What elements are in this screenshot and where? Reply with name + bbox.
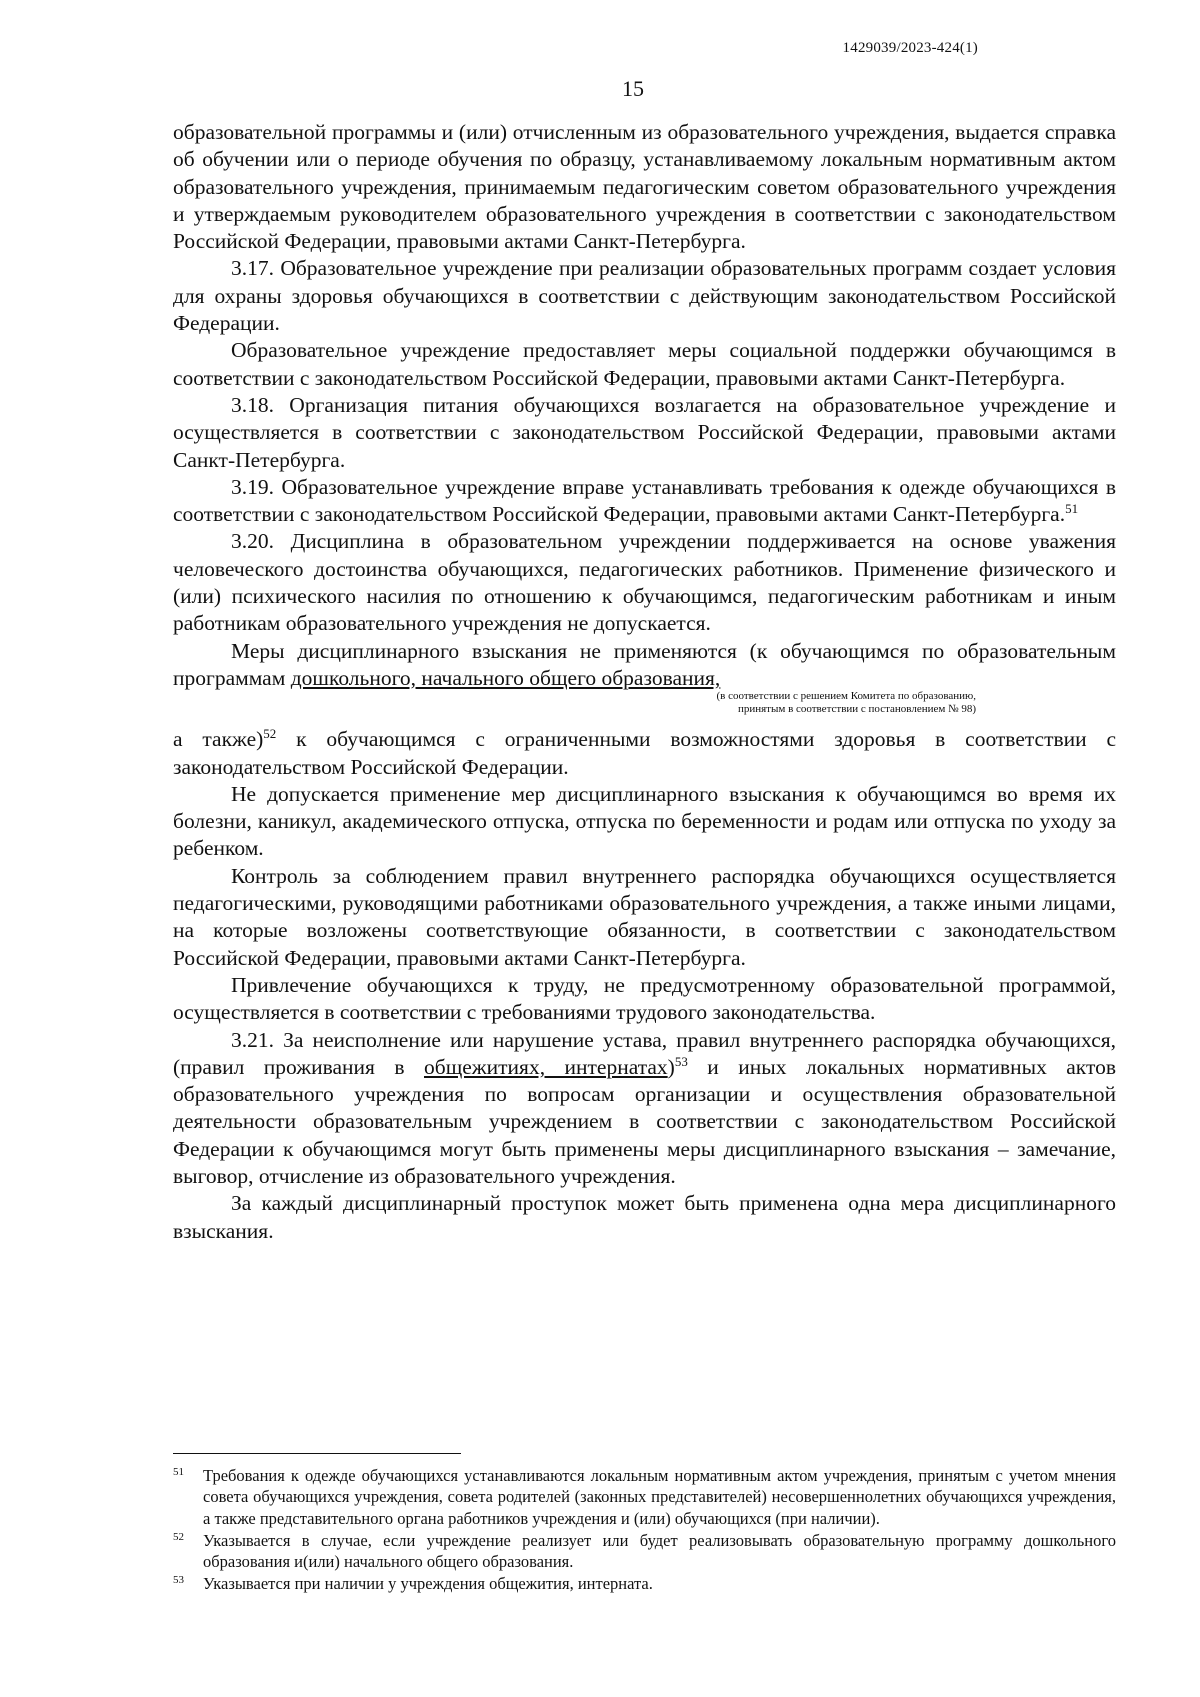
underlined-insert: общежитиях, интернатах [424, 1054, 668, 1079]
page-number: 15 [622, 76, 644, 101]
paragraph: 3.18. Организация питания обучающихся возлагается на образовательное учреждение и осуществляется в соответствии с законодательством Российской Федерации, правовыми актами Санкт-Петербурга. [173, 392, 1116, 472]
paragraph-text: 3.19. Образовательное учреждение вправе устанавливать требования к одежде обучающихся в соответствии с законодательством Российской Федерации, правовыми актами Санкт-Петербурга. [173, 474, 1116, 527]
footnote-ref: 53 [674, 1053, 688, 1069]
paragraph-text: и иных локальных нормативных актов образовательного учреждения по вопросам организации и осуществления образовательной деятельности образовательным учреждением в соответствии с законодательством Российской Федерации к обучающимся могут быть применены меры дисциплинарного взыскания – замечание, выговор, отчисление из образовательного учреждения. [173, 1054, 1116, 1188]
footnote [173, 1530, 1116, 1573]
paragraph: Контроль за соблюдением правил внутреннего распорядка обучающихся осуществляется педагогическими, руководящими работниками образовательного учреждения, а также иными лицами, на которые возложены соответствующие обязанности, в соответствии с законодательством Российской Федерации, правовыми актами Санкт-Петербурга. [173, 863, 1116, 970]
footnote-number: 52 [173, 1530, 184, 1543]
footnote-number: 51 [173, 1466, 184, 1478]
paragraph [173, 474, 1116, 529]
inline-note [173, 690, 1116, 716]
footnote-number: 53 [173, 1574, 184, 1587]
paragraph: Привлечение обучающихся к труду, не предусмотренному образовательной программой, осуществляется в соответствии с требованиями трудового законодательства. [173, 972, 1116, 1025]
footnote-ref: 51 [1065, 501, 1079, 516]
paragraph: 3.17. Образовательное учреждение при реализации образовательных программ создает условия для охраны здоровья обучающихся в соответствии с действующим законодательством Российской Федерации. [173, 256, 1116, 336]
note-line: принятым в соответствии с постановлением № 98) [737, 703, 976, 716]
paragraph-text: к обучающимся с ограниченными возможностями здоровья в соответствии с законодательством Российской Федерации. [173, 727, 1116, 779]
footnote-text: Указывается в случае, если учреждение реализует или будет реализовывать образовательную программу дошкольного образования и(или) начального общего образования. [203, 1530, 1116, 1572]
paragraph: Не допускается применение мер дисциплинарного взыскания к обучающимся во время их болезни, каникул, академического отпуска, отпуска по беременности и родам или отпуска по уходу за ребенком. [173, 781, 1116, 861]
body-text [173, 119, 1116, 1245]
document-id: 1429039/2023-424(1) [842, 40, 978, 56]
footnote-separator [173, 1453, 461, 1454]
footnotes [173, 1465, 1116, 1596]
footnote-text: Указывается при наличии у учреждения общежития, интерната. [203, 1574, 653, 1594]
underlined-insert: дошкольного, начального общего образования, [290, 665, 721, 690]
paragraph: Образовательное учреждение предоставляет меры социальной поддержки обучающимся в соответствии с законодательством Российской Федерации, правовыми актами Санкт-Петербурга. [173, 338, 1116, 390]
paragraph [173, 726, 1116, 781]
paragraph: образовательной программы и (или) отчисленным из образовательного учреждения, выдается справка об обучении или о периоде обучения по образцу, устанавливаемому локальным нормативным актом образовательного учреждения, принимаемым педагогическим советом образовательного учреждения и утверждаемым руководителем образовательного учреждения в соответствии с законодательством Российской Федерации, правовыми актами Санкт-Петербурга. [173, 120, 1116, 254]
paragraph-text: ) [667, 1054, 675, 1079]
footnote [173, 1465, 1116, 1529]
paragraph: 3.20. Дисциплина в образовательном учреждении поддерживается на основе уважения человеческого достоинства обучающихся, педагогических работников. Применение физического и (или) психического насилия по отношению к обучающимся, педагогическим работникам и иным работникам образовательного учреждения не допускается. [173, 529, 1116, 636]
paragraph: За каждый дисциплинарный проступок может быть применена одна мера дисциплинарного взыскания. [173, 1191, 1116, 1243]
paragraph [173, 638, 1116, 693]
footnote-text: Требования к одежде обучающихся устанавливаются локальным нормативным актом учреждения, принятым с учетом мнения совета обучающихся учреждения, совета родителей (законных представителей) несовершеннолетних обучающихся учреждения, а также представительного органа работников учреждения и (или) обучающихся (при наличии). [203, 1466, 1116, 1528]
paragraph-text: 3.21. За неисполнение или нарушение устава, правил внутреннего распорядка обучающихся, (правил проживания в [173, 1027, 1116, 1079]
footnote-ref: 52 [263, 726, 277, 742]
paragraph [173, 1027, 1116, 1191]
paragraph-text: а также) [173, 727, 264, 752]
footnote [173, 1573, 1116, 1594]
note-line: (в соответствии с решением Комитета по образованию, [716, 690, 976, 703]
paragraph-text: Меры дисциплинарного взыскания не применяются (к обучающимся по образовательным программам [173, 638, 1116, 690]
